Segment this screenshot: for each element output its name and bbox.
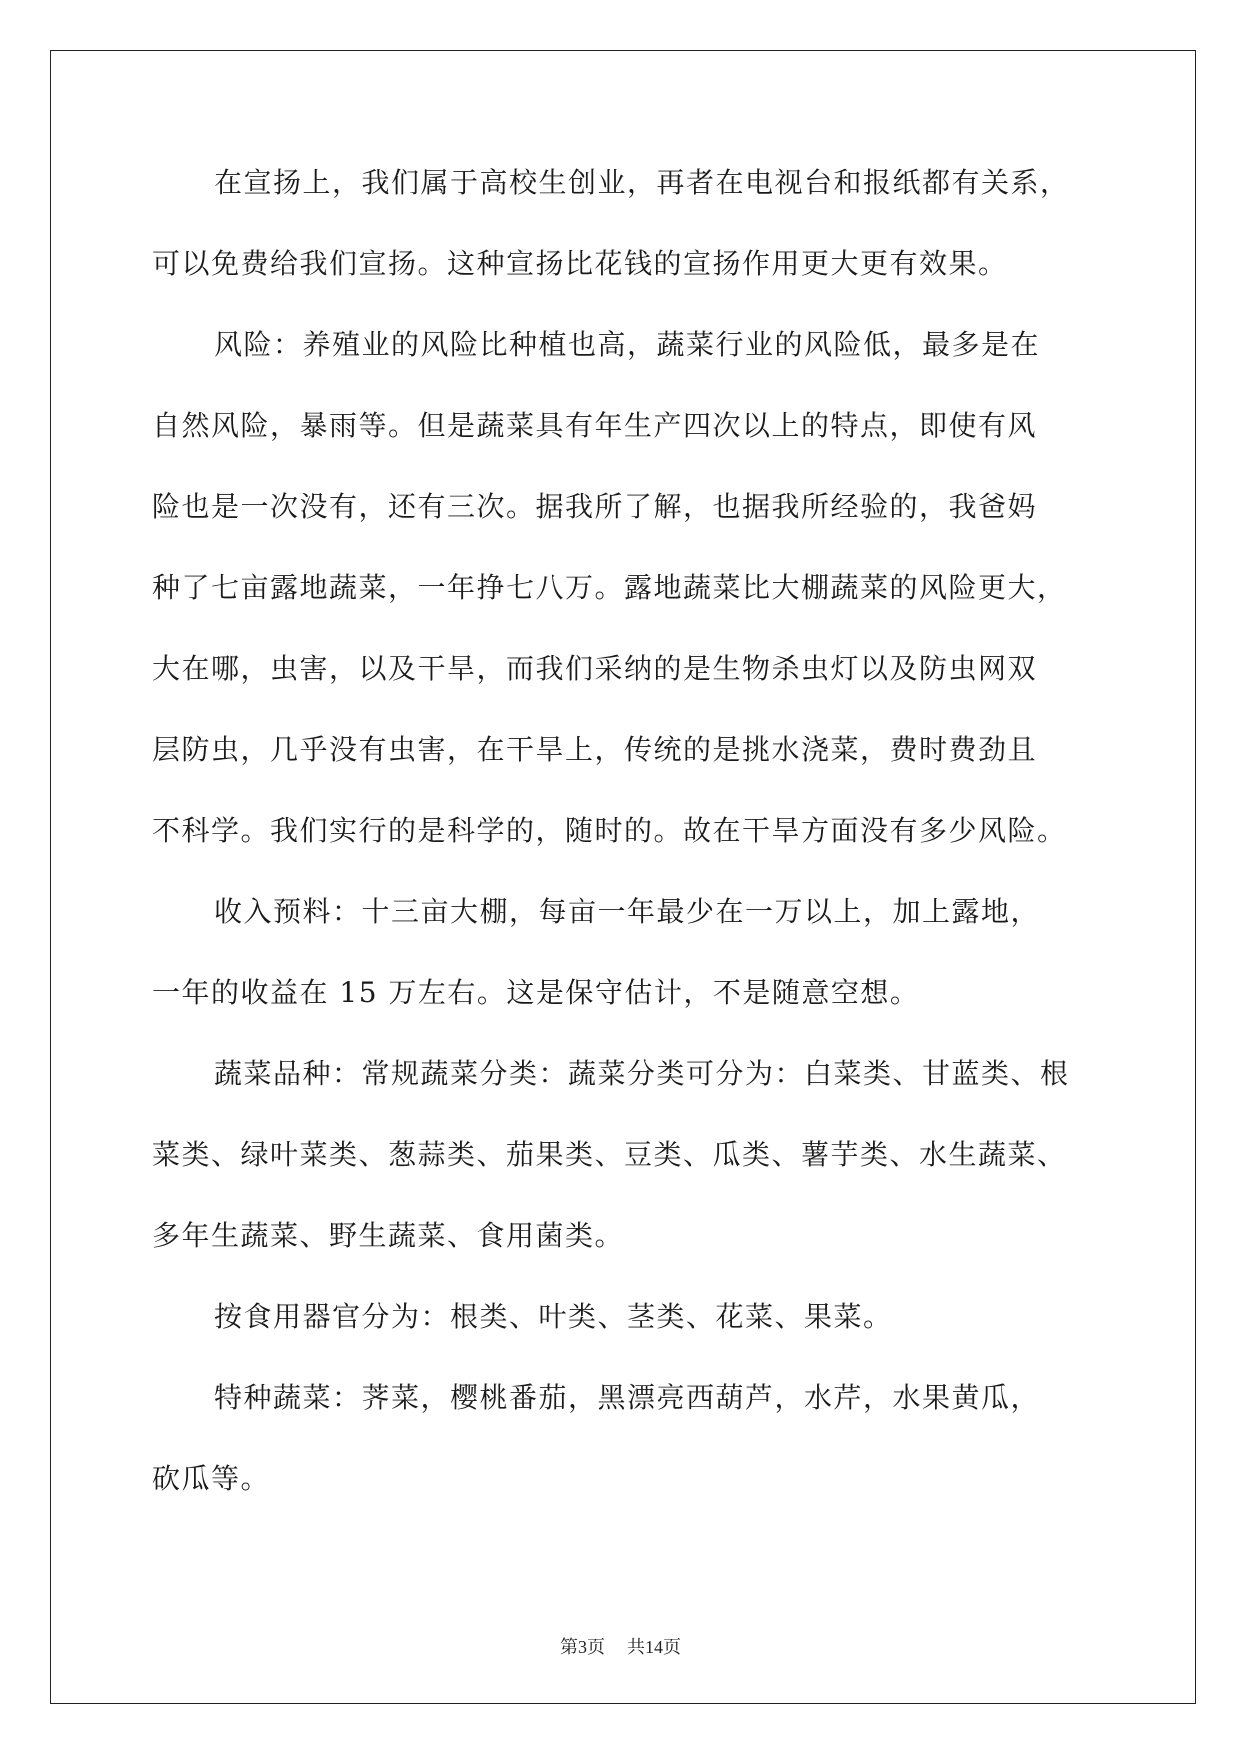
paragraph-2-line-4: 种了七亩露地蔬菜，一年挣七八万。露地蔬菜比大棚蔬菜的风险更大， <box>152 571 1067 604</box>
paragraph-5-line-1: 按食用器官分为：根类、叶类、茎类、花菜、果菜。 <box>214 1300 893 1333</box>
paragraph-2-line-7: 不科学。我们实行的是科学的，随时的。故在干旱方面没有多少风险。 <box>152 814 1067 847</box>
paragraph-4-line-1: 蔬菜品种：常规蔬菜分类：蔬菜分类可分为：白菜类、甘蓝类、根 <box>214 1057 1070 1090</box>
paragraph-6-line-2: 砍瓜等。 <box>152 1462 271 1495</box>
page-number: 第3页 <box>560 1637 605 1657</box>
paragraph-4-line-2: 菜类、绿叶菜类、葱蒜类、茄果类、豆类、瓜类、薯芋类、水生蔬菜、 <box>152 1138 1067 1171</box>
paragraph-2-line-2: 自然风险，暴雨等。但是蔬菜具有年生产四次以上的特点，即使有风 <box>152 409 1038 442</box>
page-footer <box>0 1633 1241 1659</box>
paragraph-1-line-1: 在宣扬上，我们属于高校生创业，再者在电视台和报纸都有关系， <box>214 166 1070 199</box>
paragraph-2-line-3: 险也是一次没有，还有三次。据我所了解，也据我所经验的，我爸妈 <box>152 490 1038 523</box>
paragraph-3-line-1: 收入预料：十三亩大棚，每亩一年最少在一万以上，加上露地， <box>214 895 1041 928</box>
paragraph-3-line-2: 一年的收益在 15 万左右。这是保守估计，不是随意空想。 <box>152 976 920 1009</box>
paragraph-6-line-1: 特种蔬菜：荠菜，樱桃番茄，黑漂亮西葫芦，水芹，水果黄瓜， <box>214 1381 1041 1414</box>
total-pages: 共14页 <box>627 1637 681 1657</box>
paragraph-2-line-1: 风险：养殖业的风险比种植也高，蔬菜行业的风险低，最多是在 <box>214 328 1041 361</box>
paragraph-2-line-5: 大在哪，虫害，以及干旱，而我们采纳的是生物杀虫灯以及防虫网双 <box>152 652 1038 685</box>
paragraph-4-line-3: 多年生蔬菜、野生蔬菜、食用菌类。 <box>152 1219 625 1252</box>
document-body <box>152 158 1092 1535</box>
paragraph-1-line-2: 可以免费给我们宣扬。这种宣扬比花钱的宣扬作用更大更有效果。 <box>152 247 1008 280</box>
paragraph-2-line-6: 层防虫，几乎没有虫害，在干旱上，传统的是挑水浇菜，费时费劲且 <box>152 733 1038 766</box>
